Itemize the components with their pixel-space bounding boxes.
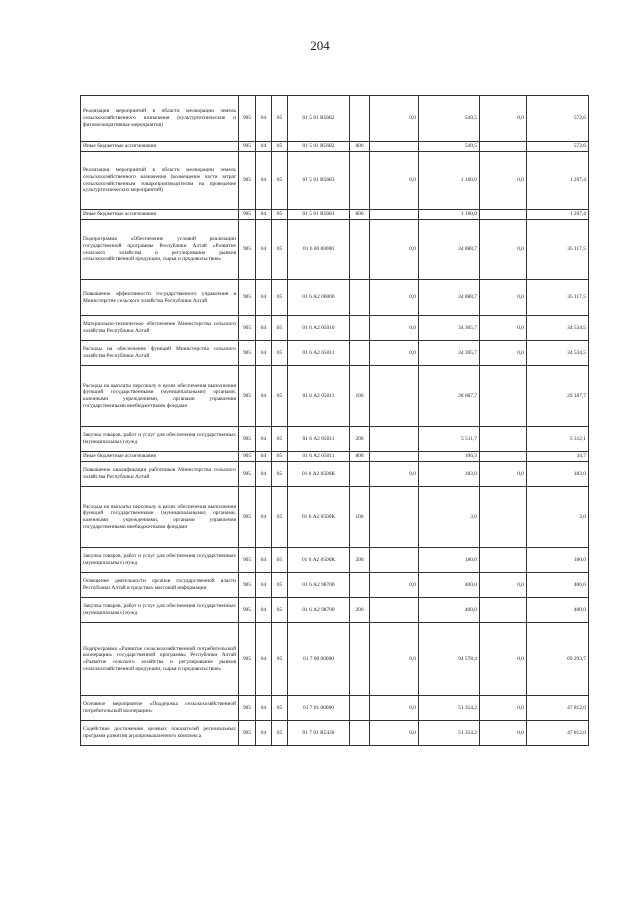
row-name: Реализация мероприятий в области мелиорации земель сельскохозяйственного назначения (культуртехнические и фитомелиоративные мероприятия)	[81, 96, 239, 142]
table-row	[81, 341, 589, 366]
row-value-1: 0,0	[370, 220, 419, 280]
row-section: 04	[256, 210, 272, 220]
row-name: Освещение деятельности органов государственной власти Республики Алтай в средствах массовой информации	[81, 573, 239, 598]
row-expense-type: 100	[350, 487, 370, 548]
row-admin-code: 905	[239, 341, 256, 366]
row-section: 04	[256, 623, 272, 696]
row-name: Материально-техническое обеспечение Министерства сельского хозяйства Республики Алтай	[81, 316, 239, 341]
row-value-2: 183,0	[419, 462, 480, 487]
table-row	[81, 573, 589, 598]
row-expense-type: 800	[350, 452, 370, 462]
row-value-4: 180,0	[527, 548, 589, 573]
row-value-3: 0,0	[480, 316, 527, 341]
row-value-3: 0,0	[480, 152, 527, 210]
row-value-3	[480, 487, 527, 548]
row-value-2: 28 687,7	[419, 366, 480, 427]
row-value-1: 0,0	[370, 96, 419, 142]
row-value-3: 0,0	[480, 220, 527, 280]
row-subsection: 05	[272, 316, 288, 341]
row-subsection: 05	[272, 462, 288, 487]
row-name: Закупка товаров, работ и услуг для обеспечения государственных (муниципальных) нужд	[81, 598, 239, 623]
row-value-3: 0,0	[480, 573, 527, 598]
row-value-4: 572,6	[527, 96, 589, 142]
row-value-4: 34 534,5	[527, 341, 589, 366]
row-target-code: 01 6 00 00000	[288, 220, 350, 280]
row-value-3: 0,0	[480, 462, 527, 487]
row-admin-code: 905	[239, 152, 256, 210]
table-row	[81, 598, 589, 623]
row-expense-type	[350, 623, 370, 696]
table-body	[81, 96, 589, 746]
row-value-4: 183,0	[527, 462, 589, 487]
row-value-1: 0,0	[370, 316, 419, 341]
row-expense-type	[350, 462, 370, 487]
row-admin-code: 905	[239, 142, 256, 152]
table-row	[81, 280, 589, 316]
row-value-1	[370, 366, 419, 427]
row-value-4: 3,0	[527, 487, 589, 548]
row-admin-code: 905	[239, 220, 256, 280]
row-value-1: 0,0	[370, 623, 419, 696]
row-value-1: 0,0	[370, 280, 419, 316]
table-row	[81, 366, 589, 427]
row-expense-type	[350, 573, 370, 598]
row-target-code: 01 6 А2 0500К	[288, 487, 350, 548]
row-name: Иные бюджетные ассигнования	[81, 210, 239, 220]
table-row	[81, 210, 589, 220]
row-name: Повышение эффективности государственного управления в Министерстве сельского хозяйства Республики Алтай	[81, 280, 239, 316]
row-subsection: 05	[272, 210, 288, 220]
row-target-code: 01 6 А2 0500К	[288, 548, 350, 573]
row-name: Основное мероприятие «Поддержка сельскохозяйственной потребительской кооперации»	[81, 696, 239, 721]
row-value-2: 51 354,2	[419, 721, 480, 746]
row-expense-type: 100	[350, 366, 370, 427]
row-expense-type	[350, 341, 370, 366]
row-value-1: 0,0	[370, 696, 419, 721]
row-subsection: 05	[272, 220, 288, 280]
row-value-2: 34 888,7	[419, 220, 480, 280]
row-admin-code: 905	[239, 462, 256, 487]
row-value-2: 549,5	[419, 142, 480, 152]
row-target-code: 01 6 А2 05011	[288, 452, 350, 462]
row-value-4: 34,7	[527, 452, 589, 462]
row-value-1: 0,0	[370, 573, 419, 598]
row-subsection: 05	[272, 598, 288, 623]
row-admin-code: 905	[239, 366, 256, 427]
row-value-3	[480, 366, 527, 427]
row-admin-code: 905	[239, 96, 256, 142]
row-admin-code: 905	[239, 696, 256, 721]
row-value-4: 29 187,7	[527, 366, 589, 427]
table-row	[81, 316, 589, 341]
row-value-2: 1 160,0	[419, 210, 480, 220]
row-section: 04	[256, 96, 272, 142]
row-admin-code: 905	[239, 487, 256, 548]
row-value-1: 0,0	[370, 721, 419, 746]
row-section: 04	[256, 696, 272, 721]
row-section: 04	[256, 487, 272, 548]
row-value-4: 35 117,5	[527, 220, 589, 280]
row-section: 04	[256, 573, 272, 598]
row-value-1	[370, 210, 419, 220]
row-value-2: 5 511,7	[419, 427, 480, 452]
row-subsection: 05	[272, 487, 288, 548]
row-admin-code: 905	[239, 548, 256, 573]
row-name: Расходы на выплаты персоналу в целях обеспечения выполнения функций государственными (муниципальными) органами, казенными учреждениями, органами управления государственными внебюджетными фондами	[81, 366, 239, 427]
row-expense-type	[350, 96, 370, 142]
row-name: Иные бюджетные ассигнования	[81, 142, 239, 152]
row-expense-type	[350, 316, 370, 341]
row-section: 04	[256, 366, 272, 427]
row-value-2: 180,0	[419, 548, 480, 573]
row-expense-type: 800	[350, 210, 370, 220]
row-target-code: 01 5 01 R5682	[288, 96, 350, 142]
row-target-code: 01 6 А2 05011	[288, 341, 350, 366]
row-value-3	[480, 548, 527, 573]
row-value-1	[370, 487, 419, 548]
row-subsection: 05	[272, 548, 288, 573]
row-subsection: 05	[272, 573, 288, 598]
row-value-4: 47 812,0	[527, 721, 589, 746]
row-value-2: 549,5	[419, 96, 480, 142]
row-value-3	[480, 598, 527, 623]
row-admin-code: 905	[239, 427, 256, 452]
row-value-4: 400,0	[527, 598, 589, 623]
row-value-3: 0,0	[480, 96, 527, 142]
row-name: Расходы на обеспечение функций Министерства сельского хозяйства Республики Алтай	[81, 341, 239, 366]
row-expense-type	[350, 721, 370, 746]
row-name: Закупка товаров, работ и услуг для обеспечения государственных (муниципальных) нужд	[81, 427, 239, 452]
row-value-1	[370, 548, 419, 573]
row-section: 04	[256, 316, 272, 341]
row-admin-code: 905	[239, 316, 256, 341]
table-row	[81, 623, 589, 696]
row-admin-code: 905	[239, 280, 256, 316]
row-value-4: 400,0	[527, 573, 589, 598]
row-value-4: 5 312,1	[527, 427, 589, 452]
row-target-code: 01 6 А2 05011	[288, 366, 350, 427]
row-name: Закупка товаров, работ и услуг для обеспечения государственных (муниципальных) нужд	[81, 548, 239, 573]
row-admin-code: 905	[239, 210, 256, 220]
row-value-2: 1 160,0	[419, 152, 480, 210]
row-expense-type: 200	[350, 548, 370, 573]
row-section: 04	[256, 462, 272, 487]
row-value-1: 0,0	[370, 152, 419, 210]
row-value-3: 0,0	[480, 696, 527, 721]
row-subsection: 05	[272, 341, 288, 366]
row-value-1	[370, 427, 419, 452]
row-value-4: 34 534,5	[527, 316, 589, 341]
table-row	[81, 721, 589, 746]
table-row	[81, 452, 589, 462]
row-value-2: 400,0	[419, 573, 480, 598]
row-section: 04	[256, 142, 272, 152]
row-section: 04	[256, 598, 272, 623]
row-value-3: 0,0	[480, 721, 527, 746]
row-admin-code: 905	[239, 452, 256, 462]
budget-table	[80, 95, 589, 746]
row-section: 04	[256, 721, 272, 746]
row-section: 04	[256, 452, 272, 462]
row-target-code: 01 6 А2 05010	[288, 316, 350, 341]
row-target-code: 01 5 01 R5683	[288, 152, 350, 210]
row-name: Подпрограмма «Обеспечение условий реализации государственной программы Республики Алтай «Развитие сельского хозяйства и регулирование рынков сельскохозяйственной продукции, сырья и продовольствия»	[81, 220, 239, 280]
row-section: 04	[256, 548, 272, 573]
row-expense-type: 200	[350, 598, 370, 623]
row-value-3: 0,0	[480, 341, 527, 366]
row-subsection: 05	[272, 696, 288, 721]
row-name: Иные бюджетные ассигнования	[81, 452, 239, 462]
row-admin-code: 905	[239, 623, 256, 696]
page-number: 204	[310, 38, 330, 53]
table-row	[81, 696, 589, 721]
row-admin-code: 905	[239, 721, 256, 746]
row-value-1	[370, 142, 419, 152]
row-name: Содействие достижению целевых показателей региональных программ развития агропромышленного комплекса	[81, 721, 239, 746]
row-subsection: 05	[272, 96, 288, 142]
row-target-code: 01 6 А2 98700	[288, 573, 350, 598]
row-target-code: 01 6 А2 98700	[288, 598, 350, 623]
row-value-1: 0,0	[370, 341, 419, 366]
row-value-1: 0,0	[370, 462, 419, 487]
row-subsection: 05	[272, 427, 288, 452]
row-target-code: 01 7 01 00000	[288, 696, 350, 721]
row-value-2: 94 578,4	[419, 623, 480, 696]
row-target-code: 01 6 А2 05011	[288, 427, 350, 452]
row-value-2: 34 305,7	[419, 341, 480, 366]
row-value-4: 1 207,4	[527, 210, 589, 220]
table-row	[81, 427, 589, 452]
row-section: 04	[256, 427, 272, 452]
row-value-2: 3,0	[419, 487, 480, 548]
row-target-code: 01 6 А2 00000	[288, 280, 350, 316]
row-value-3: 0,0	[480, 623, 527, 696]
table-row	[81, 152, 589, 210]
row-expense-type	[350, 152, 370, 210]
row-subsection: 05	[272, 623, 288, 696]
row-value-1	[370, 598, 419, 623]
row-subsection: 05	[272, 280, 288, 316]
row-value-2: 51 354,2	[419, 696, 480, 721]
row-value-4: 47 812,0	[527, 696, 589, 721]
row-target-code: 01 7 01 R5430	[288, 721, 350, 746]
row-value-1	[370, 452, 419, 462]
row-target-code: 01 5 01 R5682	[288, 142, 350, 152]
row-value-2: 34 888,7	[419, 280, 480, 316]
row-value-4: 69 293,7	[527, 623, 589, 696]
row-value-3	[480, 452, 527, 462]
row-value-3: 0,0	[480, 280, 527, 316]
row-subsection: 05	[272, 366, 288, 427]
row-section: 04	[256, 280, 272, 316]
row-target-code: 01 6 А2 0500К	[288, 462, 350, 487]
row-subsection: 05	[272, 142, 288, 152]
row-subsection: 05	[272, 452, 288, 462]
row-value-2: 106,3	[419, 452, 480, 462]
row-value-3	[480, 210, 527, 220]
table-row	[81, 142, 589, 152]
row-name: Повышение квалификации работников Министерства сельского хозяйства Республики Алтай	[81, 462, 239, 487]
row-target-code: 01 5 01 R5683	[288, 210, 350, 220]
row-name: Подпрограмма «Развитие сельскохозяйственной потребительской кооперации» государственной программы Республики Алтай «Развитие сельского хозяйства и регулирование рынков сельскохозяйственной продукции, сырья и продовольствия»	[81, 623, 239, 696]
row-value-4: 1 207,4	[527, 152, 589, 210]
row-subsection: 05	[272, 721, 288, 746]
row-subsection: 05	[272, 152, 288, 210]
row-admin-code: 905	[239, 573, 256, 598]
row-expense-type	[350, 696, 370, 721]
row-expense-type: 800	[350, 142, 370, 152]
row-expense-type	[350, 220, 370, 280]
row-value-2: 400,0	[419, 598, 480, 623]
row-value-4: 35 117,5	[527, 280, 589, 316]
row-value-2: 34 305,7	[419, 316, 480, 341]
row-name: Расходы на выплаты персоналу в целях обеспечения выполнения функций государственными (муниципальными) органами, казенными учреждениями, органами управления государственными внебюджетными фондами	[81, 487, 239, 548]
row-expense-type	[350, 280, 370, 316]
row-value-4: 572,6	[527, 142, 589, 152]
row-name: Реализация мероприятий в области мелиорации земель сельскохозяйственного назначения (возмещение части затрат сельскохозяйственным товаропроизводителям на проведение культуртехнических мероприятий)	[81, 152, 239, 210]
table-row	[81, 487, 589, 548]
row-expense-type: 200	[350, 427, 370, 452]
table-row	[81, 220, 589, 280]
row-value-3	[480, 142, 527, 152]
table-row	[81, 548, 589, 573]
row-section: 04	[256, 220, 272, 280]
row-target-code: 01 7 00 00000	[288, 623, 350, 696]
table-row	[81, 96, 589, 142]
row-value-3	[480, 427, 527, 452]
table-row	[81, 462, 589, 487]
row-section: 04	[256, 341, 272, 366]
row-section: 04	[256, 152, 272, 210]
row-admin-code: 905	[239, 598, 256, 623]
